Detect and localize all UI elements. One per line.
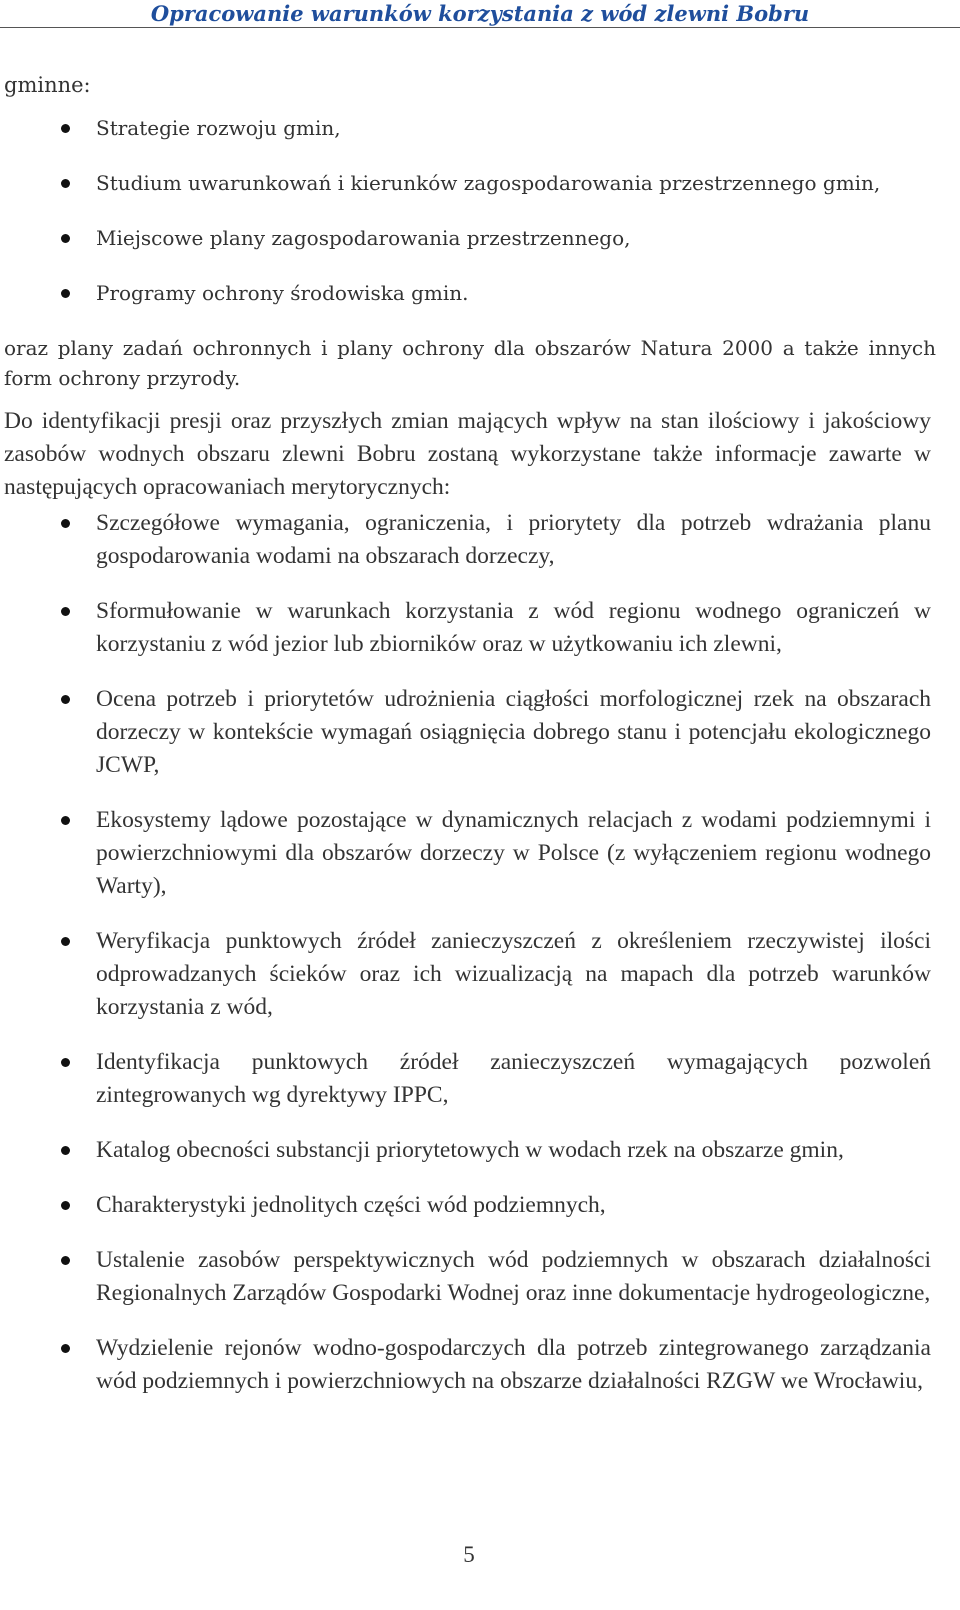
list-item: Ustalenie zasobów perspektywicznych wód podziemnych w obszarach działalności Regionalnych Zarządów Gospodarki Wodnej oraz inne dokumentacje hydrogeologiczne, — [0, 1244, 931, 1310]
list-item: Katalog obecności substancji priorytetowych w wodach rzek na obszarze gmin, — [0, 1134, 931, 1167]
list-item: Identyfikacja punktowych źródeł zanieczyszczeń wymagających pozwoleń zintegrowanych wg dyrektywy IPPC, — [0, 1046, 931, 1112]
list-item: Charakterystyki jednolitych części wód podziemnych, — [0, 1189, 931, 1222]
bullet-icon — [61, 1256, 70, 1265]
bullet-icon — [61, 124, 70, 133]
intro-text: gminne: — [4, 73, 91, 97]
bullet-icon — [61, 519, 70, 528]
list-item: Miejscowe plany zagospodarowania przestrzennego, — [0, 223, 880, 253]
studies-list — [0, 507, 931, 1420]
bullet-icon — [61, 234, 70, 243]
list-item: Sformułowanie w warunkach korzystania z wód regionu wodnego ograniczeń w korzystaniu z wód jezior lub zbiorników oraz w użytkowaniu ich zlewni, — [0, 595, 931, 661]
list-item: Ocena potrzeb i priorytetów udrożnienia ciągłości morfologicznej rzek na obszarach dorzeczy w kontekście wymagań osiągnięcia dobrego stanu i potencjału ekologicznego JCWP, — [0, 683, 931, 782]
page-number: 5 — [463, 1542, 475, 1567]
identification-paragraph: Do identyfikacji presji oraz przyszłych zmian mających wpływ na stan ilościowy i jakościowy zasobów wodnych obszaru zlewni Bobru zostaną wykorzystane także informacje zawarte w następujących opracowaniach merytorycznych: — [4, 408, 931, 500]
bullet-icon — [61, 1201, 70, 1210]
list-item: Strategie rozwoju gmin, — [0, 113, 880, 143]
list-item: Weryfikacja punktowych źródeł zanieczyszczeń z określeniem rzeczywistej ilości odprowadzanych ścieków oraz ich wizualizacją na mapach dla potrzeb warunków korzystania z wód, — [0, 925, 931, 1024]
bullet-icon — [61, 937, 70, 946]
header-title: Opracowanie warunków korzystania z wód zlewni Bobru — [150, 1, 810, 26]
list-item: Wydzielenie rejonów wodno-gospodarczych dla potrzeb zintegrowanego zarządzania wód podziemnych i powierzchniowych na obszarze działalności RZGW we Wrocławiu, — [0, 1332, 931, 1398]
bullet-icon — [61, 289, 70, 298]
bullet-icon — [61, 1146, 70, 1155]
bullet-icon — [61, 179, 70, 188]
bullet-icon — [61, 816, 70, 825]
natura-paragraph: oraz plany zadań ochronnych i plany ochrony dla obszarów Natura 2000 a także innych form ochrony przyrody. — [4, 336, 936, 390]
plans-list — [0, 113, 880, 333]
bullet-icon — [61, 1058, 70, 1067]
list-item: Szczegółowe wymagania, ograniczenia, i priorytety dla potrzeb wdrażania planu gospodarowania wodami na obszarach dorzeczy, — [0, 507, 931, 573]
list-item: Programy ochrony środowiska gmin. — [0, 278, 880, 308]
bullet-icon — [61, 1344, 70, 1353]
page-header — [0, 0, 960, 28]
bullet-icon — [61, 607, 70, 616]
list-item: Ekosystemy lądowe pozostające w dynamicznych relacjach z wodami podziemnymi i powierzchniowymi dla obszarów dorzeczy w Polsce (z wyłączeniem regionu wodnego Warty), — [0, 804, 931, 903]
bullet-icon — [61, 695, 70, 704]
list-item: Studium uwarunkowań i kierunków zagospodarowania przestrzennego gmin, — [0, 168, 880, 198]
